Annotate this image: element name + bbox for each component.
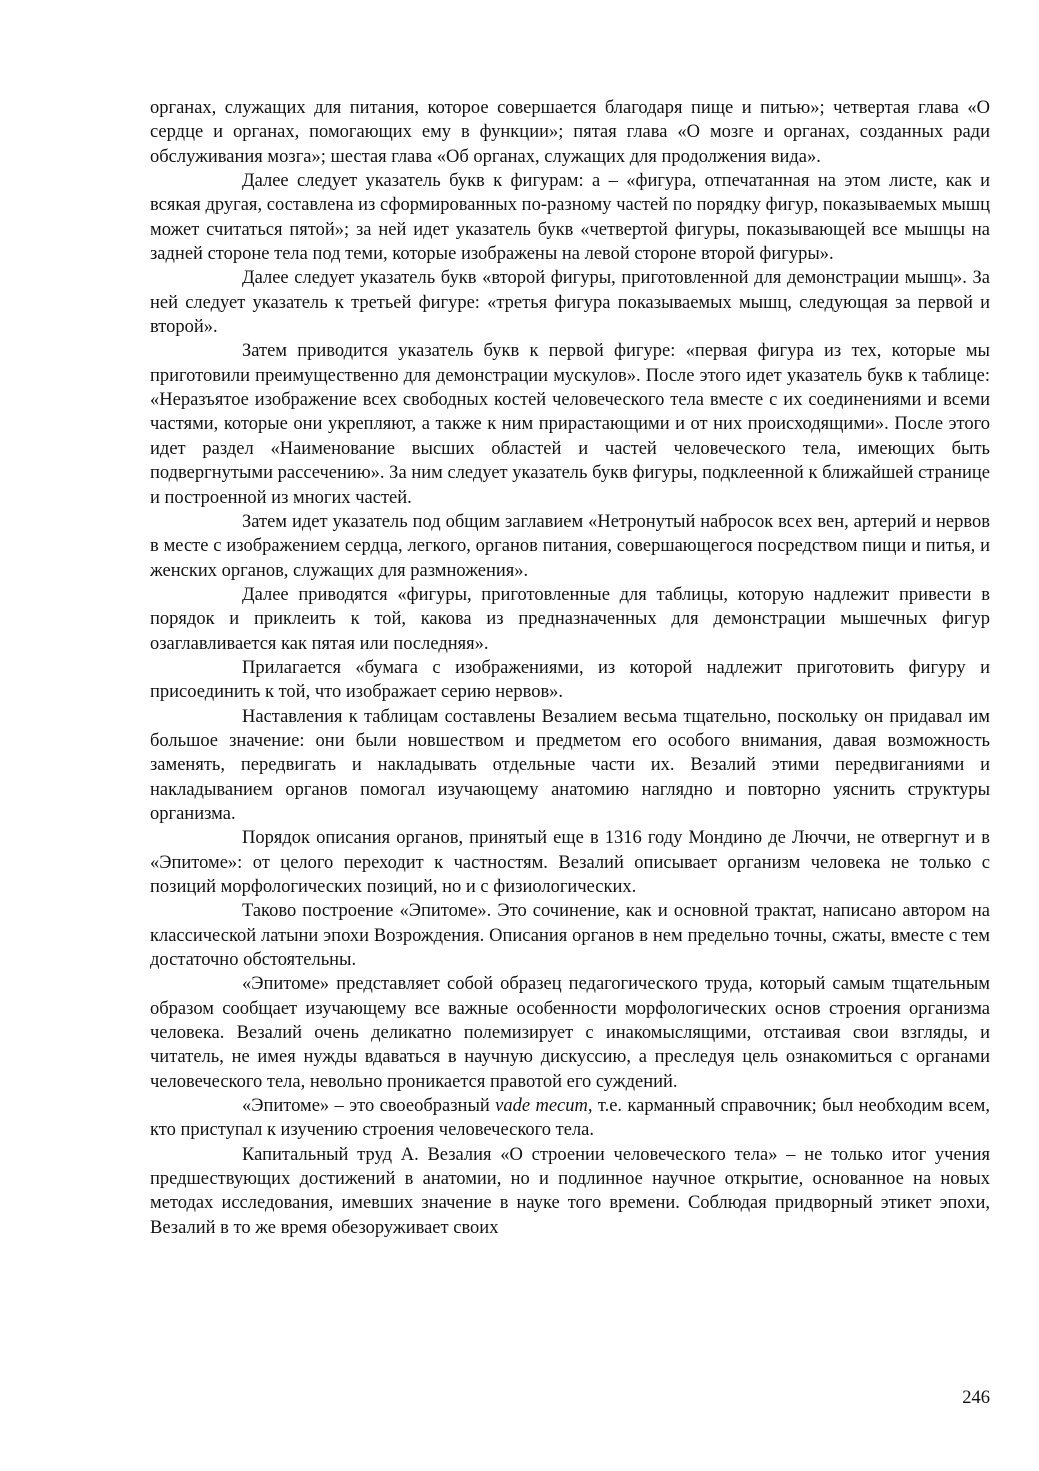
paragraph: Затем идет указатель под общим заглавием «Нетронутый набросок всех вен, артерий и нервов в месте с изображением сердца, легкого, органов питания, совершающегося посредством пищи и питья, и женских органов, служащих для размножения».: [150, 511, 990, 581]
vade-text-after: , т.е. карманный справочник; был необходим всем, кто приступал к изучению строения человеческого тела.: [150, 1096, 990, 1141]
paragraph: Наставления к таблицам составлены Везалием весьма тщательно, поскольку он придавал им большое значение: они были новшеством и предметом его особого внимания, давая возможность заменять, передвигать и накладывать отдельные части их. Везалий этими передвиганиями и накладыванием органов помогал изучающему анатомию наглядно и повторно уяснить структуры организма.: [150, 706, 990, 824]
paragraph-last: Капитальный труд А. Везалия «О строении человеческого тела» – не только итог учения предшествующих достижений в анатомии, но и подлинное научное открытие, основанное на новых методах исследования, имевших значение в науке того времени. Соблюдая придворный этикет эпохи, Везалий в то же время обезоруживает своих: [150, 1144, 990, 1238]
paragraph: Затем приводится указатель букв к первой фигуре: «первая фигура из тех, которые мы приготовили преимущественно для демонстрации мускулов». После этого идет указатель букв к таблице: «Неразъятое изображение всех свободных костей человеческого тела вместе с их соединениями и всеми частями, которые они укрепляют, а также к ним прирастающими и от них происходящими». После этого идет раздел «Наименование высших областей и частей человеческого тела, имеющих быть подвергнутыми рассечению». За ним следует указатель букв фигуры, подклеенной к ближайшей странице и построенной из многих частей.: [150, 341, 990, 508]
page-number: 246: [962, 1388, 990, 1408]
paragraph: Прилагается «бумага с изображениями, из которой надлежит приготовить фигуру и присоединить к той, что изображает серию нервов».: [150, 657, 990, 703]
paragraph: «Эпитоме» представляет собой образец педагогического труда, который самым тщательным образом сообщает изучающему все важные особенности морфологических основ строения организма человека. Везалий очень деликатно полемизирует с инакомыслящими, отстаивая свои взгляды, и читатель, не имея нужды вдаваться в научную дискуссию, а преследуя цель ознакомиться с органами человеческого тела, невольно проникается правотой его суждений.: [150, 974, 990, 1092]
paragraph: Порядок описания органов, принятый еще в 1316 году Мондино де Люччи, не отвергнут и в «Эпитоме»: от целого переходит к частностям. Везалий описывает организм человека не только с позиций морфологических позиций, но и с физиологических.: [150, 828, 990, 897]
vade-text-before: «Эпитоме» – это своеобразный: [242, 1096, 496, 1117]
paragraph: Далее следует указатель букв к фигурам: а – «фигура, отпечатанная на этом листе, как и всякая другая, составлена из сформированных по-разному частей по порядку фигур, показываемых мышц может считаться пятой»; за ней идет указатель букв «четвертой фигуры, показывающей все мышцы на задней стороне тела под теми, которые изображены на левой стороне второй фигуры».: [150, 171, 990, 265]
vade-mecum-term: vade mecum: [495, 1096, 588, 1117]
paragraph-continuation: органах, служащих для питания, которое совершается благодаря пище и питью»; четвертая глава «О сердце и органах, помогающих ему в функции»; пятая глава «О мозге и органах, созданных ради обслуживания мозга»; шестая глава «Об органах, служащих для продолжения вида».: [150, 98, 990, 167]
body-text: [150, 96, 990, 1240]
paragraph: Далее следует указатель букв «второй фигуры, приготовленной для демонстрации мышц». За ней следует указатель к третьей фигуре: «третья фигура показываемых мышц, следующая за первой и второй».: [150, 268, 990, 338]
paragraph-vade-mecum: [150, 1094, 990, 1143]
paragraph: Таково построение «Эпитоме». Это сочинение, как и основной трактат, написано автором на классической латыни эпохи Возрождения. Описания органов в нем предельно точны, сжаты, вместе с тем достаточно обстоятельны.: [150, 901, 990, 971]
paragraph: Далее приводятся «фигуры, приготовленные для таблицы, которую надлежит привести в порядок и приклеить к той, какова из предназначенных для демонстрации мышечных фигур озаглавливается как пятая или последняя».: [150, 584, 990, 654]
